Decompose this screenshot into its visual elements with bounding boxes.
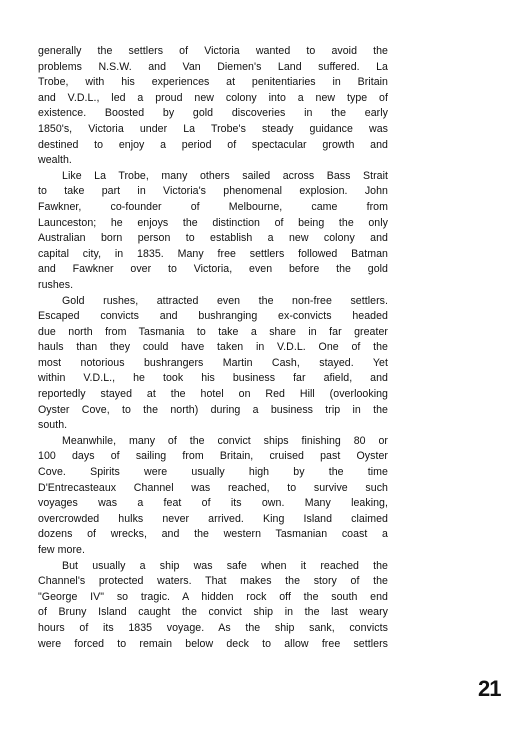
- text-line: reportedly stayed at the hotel on Red Hill (overlooking: [38, 388, 388, 401]
- page-number: 21: [478, 676, 501, 701]
- body-text: [38, 44, 388, 652]
- text-line: were forced to remain below deck to allow free settlers: [38, 637, 388, 650]
- paragraph-2: [38, 169, 388, 294]
- text-line: existence. Boosted by gold discoveries in the early: [38, 107, 388, 120]
- text-line: Gold rushes, attracted even the non-free settlers.: [62, 294, 388, 307]
- text-line: within V.D.L., he took his business far afield, and: [38, 372, 388, 385]
- text-line: Channel's protected waters. That makes the story of the: [38, 575, 388, 588]
- text-line: Fawkner, co-founder of Melbourne, came from: [38, 200, 388, 213]
- text-line: destined to enjoy a period of spectacular growth and: [38, 138, 388, 151]
- text-line: Australian born person to establish a new colony and: [38, 232, 388, 245]
- text-line: hauls than they could have taken in V.D.L. One of the: [38, 341, 388, 354]
- text-line: Cove. Spirits were usually high by the time: [38, 466, 388, 479]
- paragraph-3: [38, 294, 388, 434]
- paragraph-4: [38, 434, 388, 559]
- paragraph-1: [38, 44, 388, 169]
- text-line: Trobe, with his experiences at penitentiaries in Britain: [38, 76, 388, 89]
- text-line: of Bruny Island caught the convict ship in the last weary: [38, 606, 388, 619]
- text-line: "George IV" so tragic. A hidden rock off the south end: [38, 590, 388, 603]
- text-line: dozens of wrecks, and the western Tasmanian coast a: [38, 528, 388, 541]
- text-line: and V.D.L., led a proud new colony into a new type of: [38, 91, 388, 104]
- text-line: few more.: [38, 544, 85, 556]
- text-line: rushes.: [38, 278, 74, 291]
- text-line: Meanwhile, many of the convict ships finishing 80 or: [62, 434, 388, 447]
- text-line: hours of its 1835 voyage. As the ship sank, convicts: [38, 621, 388, 634]
- text-line: D'Entrecasteaux Channel was reached, to survive such: [38, 481, 388, 494]
- text-line: due north from Tasmania to take a share in far greater: [38, 325, 388, 338]
- text-line: Like La Trobe, many others sailed across Bass Strait: [62, 169, 388, 182]
- text-line: 1850's, Victoria under La Trobe's steady guidance was: [38, 122, 388, 135]
- text-line: Oyster Cove, to the north) during a business trip in the: [38, 403, 388, 416]
- text-line: Escaped convicts and bushranging ex-convicts headed: [38, 310, 388, 323]
- text-line: generally the settlers of Victoria wanted to avoid the: [38, 45, 388, 57]
- text-line: But usually a ship was safe when it reached the: [62, 559, 388, 572]
- text-line: and Fawkner over to Victoria, even before the gold: [38, 263, 388, 276]
- text-line: 100 days of sailing from Britain, cruised past Oyster: [38, 450, 388, 463]
- text-line: most notorious bushrangers Martin Cash, stayed. Yet: [38, 356, 388, 369]
- text-line: Launceston; he enjoys the distinction of being the only: [38, 216, 388, 229]
- text-line: south.: [38, 419, 68, 432]
- paragraph-5: [38, 559, 388, 653]
- text-line: voyages was a feat of its own. Many leaking,: [38, 497, 388, 510]
- text-line: wealth.: [38, 154, 72, 167]
- text-line: overcrowded hulks never arrived. King Island claimed: [38, 512, 388, 525]
- text-line: problems N.S.W. and Van Diemen's Land suffered. La: [38, 60, 388, 73]
- text-line: to take part in Victoria's phenomenal explosion. John: [38, 185, 388, 198]
- text-line: capital city, in 1835. Many free settlers followed Batman: [38, 247, 388, 260]
